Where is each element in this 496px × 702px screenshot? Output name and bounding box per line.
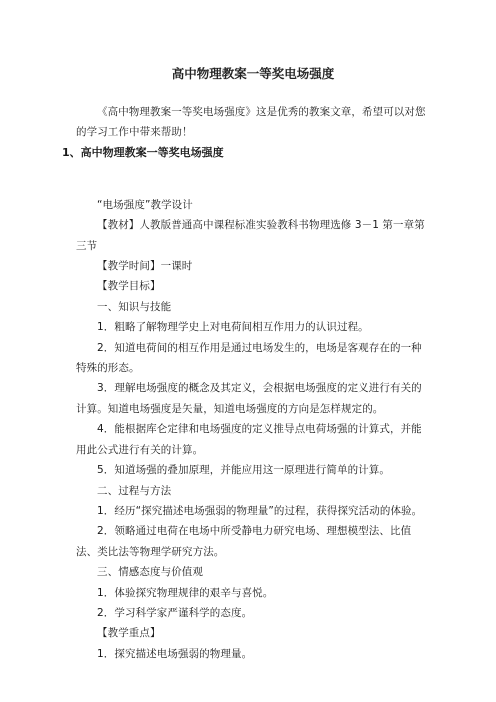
paragraph: 【教学时间】一课时 xyxy=(97,260,193,273)
paragraph: 【教学重点】 xyxy=(97,627,161,640)
paragraph: 【教学目标】 xyxy=(97,280,161,293)
paragraph: 2．知道电荷间的相互作用是通过电场发生的，电场是客观存在的一种特殊的形态。 xyxy=(76,341,422,375)
spacer xyxy=(76,181,430,195)
section-heading: 1、高中物理教案一等奖电场强度 xyxy=(62,145,224,159)
paragraph: 4．能根据库仑定律和电场强度的定义推导点电荷场强的计算式，并能用此公式进行有关的计算。 xyxy=(76,423,422,456)
paragraph: 1．探究描述电场强弱的物理量。 xyxy=(97,647,253,660)
paragraph: 一、知识与技能 xyxy=(97,300,172,313)
paragraph: 3．理解电场强度的概念及其定义，会根据电场强度的定义进行有关的计算。知道电场强度是矢量，知道电场强度的方向是怎样规定的。 xyxy=(76,382,422,415)
paragraph: 2．学习科学家严谨科学的态度。 xyxy=(97,606,253,619)
paragraph: 1．体验探究物理规律的艰辛与喜悦。 xyxy=(97,586,274,599)
paragraph: 1．粗略了解物理学史上对电荷间相互作用力的认识过程。 xyxy=(97,321,369,334)
intro-paragraph: 《高中物理教案一等奖电场强度》这是优秀的教案文章，希望可以对您的学习工作中带来帮助！ xyxy=(76,106,426,139)
document-title: 高中物理教案一等奖电场强度 xyxy=(171,66,335,81)
paragraph: 1．经历“探究描述电场强弱的物理量”的过程，获得探究活动的体验。 xyxy=(97,504,423,517)
paragraph: “电场强度”教学设计 xyxy=(97,198,193,211)
paragraph: 5．知道场强的叠加原理，并能应用这一原理进行简单的计算。 xyxy=(97,464,390,477)
paragraph: 二、过程与方法 xyxy=(97,484,172,497)
paragraph: 三、情感态度与价值观 xyxy=(97,566,203,579)
paragraph: 2．领略通过电荷在电场中所受静电力研究电场、理想模型法、比值法、类比法等物理学研究方法。 xyxy=(76,525,412,558)
paragraph: 【教材】人教版普通高中课程标准实验教科书物理选修 3－1 第一章第三节 xyxy=(76,219,425,252)
